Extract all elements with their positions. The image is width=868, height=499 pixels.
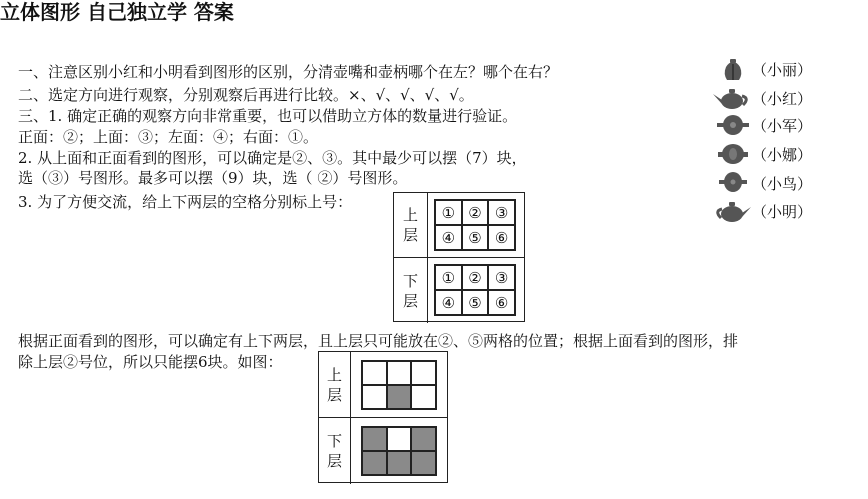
answer-line-7: 3. 为了方便交流，给上下两层的空格分别标上号： (18, 193, 353, 211)
teapot-top-icon (716, 114, 750, 136)
teapot-front-icon (717, 143, 749, 165)
answer-lower-label: 下 层 (319, 418, 351, 484)
answer-line-6: 选（③）号图形。最多可以摆（9）块，选（ ②）号图形。 (18, 169, 408, 187)
answer-lower-layer (319, 418, 447, 484)
answer-cell (411, 427, 436, 451)
answer-cell (362, 385, 387, 409)
answer-upper-cells (361, 360, 437, 410)
grid-cell: ② (462, 200, 489, 225)
lower-layer-label: 下 层 (394, 258, 428, 323)
upper-layer-label: 上 层 (394, 193, 428, 257)
answer-cell (362, 361, 387, 385)
answer-line-2: 二、选定方向进行观察，分别观察后再进行比较。×、√、√、√、√。 (18, 86, 474, 104)
grid-cell: ④ (435, 225, 462, 250)
teapot-back-icon (718, 58, 748, 82)
answer-cell (387, 451, 412, 475)
lower-cells (434, 264, 516, 316)
grid-cell: ⑥ (488, 290, 515, 315)
answer-line-8: 根据正面看到的图形，可以确定有上下两层，且上层只可能放在②、⑤两格的位置；根据上面看到的图形，排 (18, 332, 739, 350)
grid-cell: ④ (435, 290, 462, 315)
answer-cell (362, 451, 387, 475)
numbered-layer-grid (393, 192, 525, 322)
lower-layer (394, 258, 524, 323)
answer-lower-cells (361, 426, 437, 476)
answer-cell (387, 385, 412, 409)
teapot-label-xiaojun: （小军） (752, 117, 813, 135)
page-title: 立体图形 自己独立学 答案 (0, 0, 234, 24)
grid-cell: ③ (488, 200, 515, 225)
teapot-top2-icon (718, 171, 748, 193)
teapot-label-xiaoli: （小丽） (752, 61, 813, 79)
answer-line-5: 2. 从上面和正面看到的图形，可以确定是②、③。其中最少可以摆（7）块， (18, 149, 527, 167)
answer-upper-layer (319, 352, 447, 418)
answer-cell (411, 385, 436, 409)
teapot-label-xiaoming: （小明） (752, 203, 813, 221)
upper-layer (394, 193, 524, 258)
grid-cell: ⑤ (462, 290, 489, 315)
teapot-label-xiaoniao: （小鸟） (752, 175, 813, 193)
grid-cell: ① (435, 265, 462, 290)
grid-cell: ③ (488, 265, 515, 290)
answer-layer-grid (318, 351, 448, 483)
teapot-label-xiaohong: （小红） (752, 90, 813, 108)
answer-line-3: 三、1. 确定正确的观察方向非常重要，也可以借助立方体的数量进行验证。 (18, 107, 518, 125)
grid-cell: ⑤ (462, 225, 489, 250)
answer-cell (387, 361, 412, 385)
answer-line-1: 一、注意区别小红和小明看到图形的区别，分清壶嘴和壶柄哪个在左？哪个在右？ (18, 63, 559, 81)
teapot-side-mirror-icon (712, 199, 752, 223)
teapot-label-xiaona: （小娜） (752, 146, 813, 164)
answer-cell (411, 451, 436, 475)
grid-cell: ① (435, 200, 462, 225)
answer-line-4: 正面：②；上面：③；左面：④；右面：①。 (18, 128, 319, 146)
upper-cells (434, 199, 516, 251)
grid-cell: ⑥ (488, 225, 515, 250)
answer-cell (411, 361, 436, 385)
answer-cell (362, 427, 387, 451)
answer-line-9: 除上层②号位，所以只能摆6块。如图： (18, 353, 283, 371)
grid-cell: ② (462, 265, 489, 290)
answer-cell (387, 427, 412, 451)
answer-upper-label: 上 层 (319, 352, 351, 417)
teapot-side-icon (712, 86, 752, 110)
